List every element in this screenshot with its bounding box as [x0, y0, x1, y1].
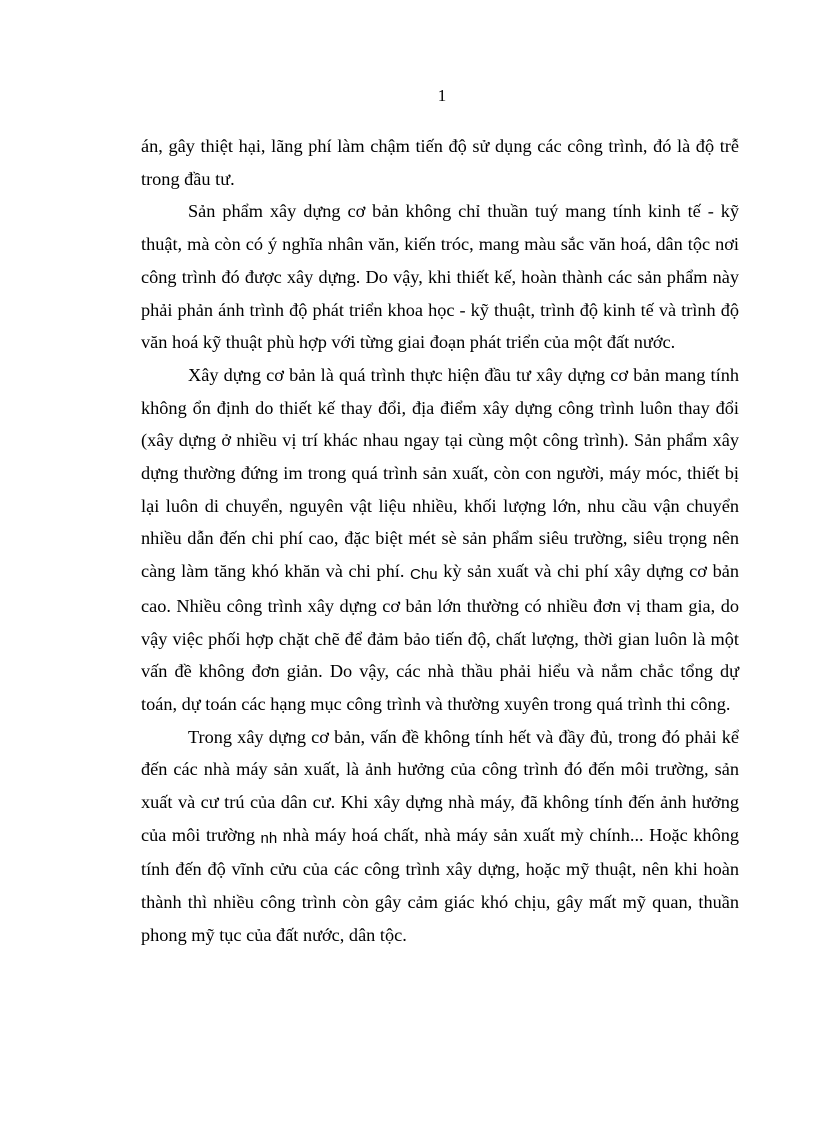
- paragraph-4-part-2: nhà máy hoá chất, nhà máy sản xuất mỳ chính... Hoặc không tính đến độ vĩnh cửu của các công trình xây dựng, hoặc mỹ thuật, nên khi hoàn thành thì nhiều công trình còn gây cảm giác khó chịu, gây mất mỹ quan, thuần phong mỹ tục của đất nước, dân tộc.: [141, 824, 739, 945]
- paragraph-3-inline-word: Chu: [410, 566, 438, 584]
- paragraph-3-part-2: kỳ sản xuất và chi phí xây dựng cơ bản cao. Nhiều công trình xây dựng cơ bản lớn thường có nhiều đơn vị tham gia, do vậy việc phối hợp chặt chẽ để đảm bảo tiến độ, chất lượng, thời gian luôn là một vấn đề không đơn giản. Do vậy, các nhà thầu phải hiểu và nắm chắc tổng dự toán, dự toán các hạng mục công trình và thường xuyên trong quá trình thi công.: [141, 561, 740, 714]
- paragraph-1: án, gây thiệt hại, lãng phí làm chậm tiến độ sử dụng các công trình, đó là độ trễ trong đầu tư.: [141, 136, 739, 189]
- paragraph-4-inline-word: nh: [260, 829, 278, 847]
- paragraph-2: Sản phẩm xây dựng cơ bản không chỉ thuần tuý mang tính kinh tế - kỹ thuật, mà còn có ý nghĩa nhân văn, kiến tróc, mang màu sắc văn hoá, dân tộc nơi công trình đó được xây dựng. Do vậy, khi thiết kế, hoàn thành các sản phẩm này phải phản ánh trình độ phát triển khoa học - kỹ thuật, trình độ kinh tế và trình độ văn hoá kỹ thuật phù hợp với từng giai đoạn phát triển của một đất nước.: [141, 201, 739, 353]
- paragraph-4-part-1: Trong xây dựng cơ bản, vấn đề không tính hết và đầy đủ, trong đó phải kể đến các nhà máy sản xuất, là ảnh hưởng của công trình đó đến môi trường, sản xuất và cư trú của dân cư. Khi xây dựng nhà máy, đã không tính đến ảnh hưởng của môi trường: [141, 726, 739, 845]
- page-number: 1: [437, 86, 447, 105]
- paragraph-3: [141, 359, 739, 721]
- paragraph-3-part-1: Xây dựng cơ bản là quá trình thực hiện đầu tư xây dựng cơ bản mang tính không ổn định do thiết kế thay đổi, địa điểm xây dựng công trình luôn thay đổi (xây dựng ở nhiều vị trí khác nhau ngay tại cùng một công trình). Sản phẩm xây dựng thường đứng im trong quá trình sản xuất, còn con người, máy móc, thiết bị lại luôn di chuyển, nguyên vật liệu nhiều, khối lượng lớn, nhu cầu vận chuyển nhiều dẫn đến chi phí cao, đặc biệt mét sè sản phẩm siêu trường, siêu trọng nên càng làm tăng khó khăn và chi phí.: [141, 364, 739, 582]
- body-text: [141, 130, 739, 952]
- paragraph-4: [141, 721, 739, 952]
